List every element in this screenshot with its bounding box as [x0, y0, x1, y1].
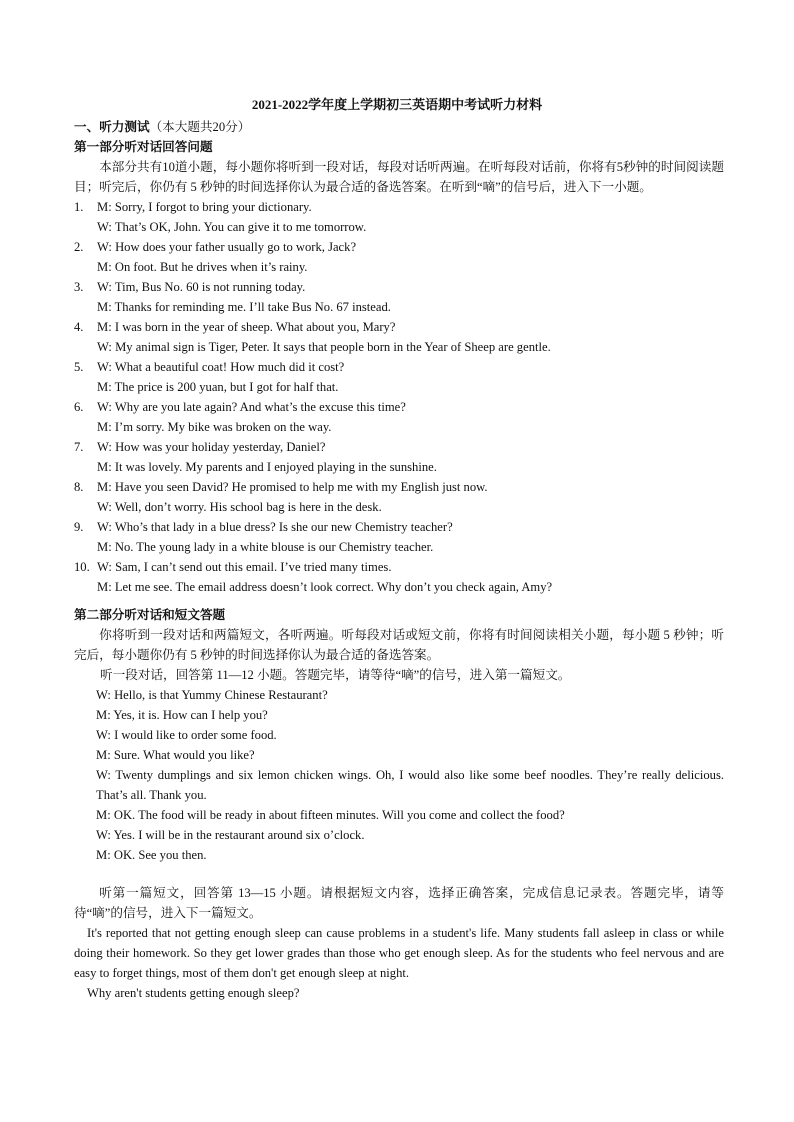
section-heading-note: （本大题共20分）	[149, 120, 251, 134]
dialog-intro-text: 听一段对话，回答第 11—12 小题。答题完毕，请等待“嘀”的信号，进入第一篇短文。	[100, 668, 571, 682]
passage1-question: Why aren't students getting enough sleep?	[87, 986, 300, 1000]
conversation-line: W: Yes. I will be in the restaurant around six o’clock.	[96, 828, 365, 842]
dialog-item	[74, 277, 724, 317]
conversation-line: W: I would like to order some food.	[96, 728, 277, 742]
dialog-line: M: I’m sorry. My bike was broken on the way.	[97, 420, 332, 434]
dialog-number: 10.	[74, 560, 90, 574]
passage1-intro: 听第一篇短文，回答第 13—15 小题。请根据短文内容，选择正确答案，完成信息记录表。答题完毕，请等待“嘀”的信号，进入下一篇短文。	[74, 886, 724, 920]
dialog-item	[74, 557, 724, 597]
dialog-number: 1.	[74, 200, 84, 214]
dialog-line: M: On foot. But he drives when it’s rainy.	[97, 260, 308, 274]
dialog-number: 9.	[74, 520, 84, 534]
dialog-item	[74, 317, 724, 357]
section-heading-text: 一、听力测试	[74, 120, 150, 134]
dialog-intro	[74, 665, 724, 685]
dialog-line: M: The price is 200 yuan, but I got for half that.	[97, 380, 339, 394]
dialog-item	[74, 477, 724, 517]
part2-heading: 第二部分听对话和短文答题	[74, 608, 226, 622]
dialog-item	[74, 437, 724, 477]
conversation-line: M: OK. See you then.	[96, 848, 207, 862]
conversation-line: M: Sure. What would you like?	[96, 748, 255, 762]
dialog-line: W: Sam, I can’t send out this email. I’ve tried many times.	[97, 560, 392, 574]
document-title: 2021-2022学年度上学期初三英语期中考试听力材料	[251, 97, 543, 112]
dialog-number: 3.	[74, 280, 84, 294]
dialog-number: 5.	[74, 360, 84, 374]
dialog-line: W: Why are you late again? And what’s the excuse this time?	[97, 400, 406, 414]
part1-instructions: 本部分共有10道小题，每小题你将听到一段对话，每段对话听两遍。在听每段对话前，你将有5秒钟的时间阅读题目；听完后，你仍有 5 秒钟的时间选择你认为最合适的备选答案。在听到“嘀”的信号后，进入下一小题。	[74, 160, 724, 194]
dialog-number: 4.	[74, 320, 84, 334]
dialog-line: W: How was your holiday yesterday, Daniel?	[97, 440, 326, 454]
dialog-line: W: Tim, Bus No. 60 is not running today.	[97, 280, 306, 294]
dialog-item	[74, 517, 724, 557]
dialog-line: W: My animal sign is Tiger, Peter. It says that people born in the Year of Sheep are gentle.	[97, 340, 551, 354]
dialog-line: M: I was born in the year of sheep. What about you, Mary?	[97, 320, 396, 334]
passage1-text: It's reported that not getting enough sleep can cause problems in a student's life. Many students fall asleep in class or while doing their homework. So they get lower grades than those who get enough sleep. As for the students who feel nervous and are easy to forget things, most of them don't get enough sleep at night.	[74, 926, 724, 980]
dialog-item	[74, 357, 724, 397]
dialog-line: W: Well, don’t worry. His school bag is here in the desk.	[97, 500, 382, 514]
dialog-number: 2.	[74, 240, 84, 254]
section-heading	[74, 117, 724, 137]
dialog-line: M: Thanks for reminding me. I’ll take Bus No. 67 instead.	[97, 300, 391, 314]
dialog-number: 8.	[74, 480, 84, 494]
dialog-line: M: Have you seen David? He promised to help me with my English just now.	[97, 480, 488, 494]
dialog-line: M: It was lovely. My parents and I enjoyed playing in the sunshine.	[97, 460, 437, 474]
dialog-line: M: Sorry, I forgot to bring your dictionary.	[97, 200, 312, 214]
dialog-line: W: Who’s that lady in a blue dress? Is she our new Chemistry teacher?	[97, 520, 453, 534]
dialog-line: W: What a beautiful coat! How much did it cost?	[97, 360, 345, 374]
part2-instructions: 你将听到一段对话和两篇短文，各听两遍。听每段对话或短文前，你将有时间阅读相关小题，每小题 5 秒钟；听完后，每小题你仍有 5 秒钟的时间选择你认为最合适的备选答案。	[74, 628, 724, 662]
dialog-line: M: Let me see. The email address doesn’t look correct. Why don’t you check again, Amy?	[97, 580, 553, 594]
dialog-line: M: No. The young lady in a white blouse is our Chemistry teacher.	[97, 540, 434, 554]
conversation-line: W: Twenty dumplings and six lemon chicken wings. Oh, I would also like some beef noodles. They’re really delicious. That’s all. Thank you.	[96, 768, 724, 802]
dialog-number: 6.	[74, 400, 84, 414]
dialog-item	[74, 237, 724, 277]
part1-heading: 第一部分听对话回答问题	[74, 140, 213, 154]
dialog-line: W: That’s OK, John. You can give it to me tomorrow.	[97, 220, 367, 234]
dialog-number: 7.	[74, 440, 84, 454]
conversation-line: M: OK. The food will be ready in about fifteen minutes. Will you come and collect the food?	[96, 808, 565, 822]
dialog-line: W: How does your father usually go to work, Jack?	[97, 240, 357, 254]
spacer	[74, 865, 724, 883]
conversation-line: W: Hello, is that Yummy Chinese Restaurant?	[96, 688, 328, 702]
conversation	[74, 685, 724, 865]
dialog-list	[74, 197, 724, 597]
document-body	[74, 117, 724, 1003]
dialog-item	[74, 397, 724, 437]
conversation-line: M: Yes, it is. How can I help you?	[96, 708, 268, 722]
dialog-item	[74, 197, 724, 237]
